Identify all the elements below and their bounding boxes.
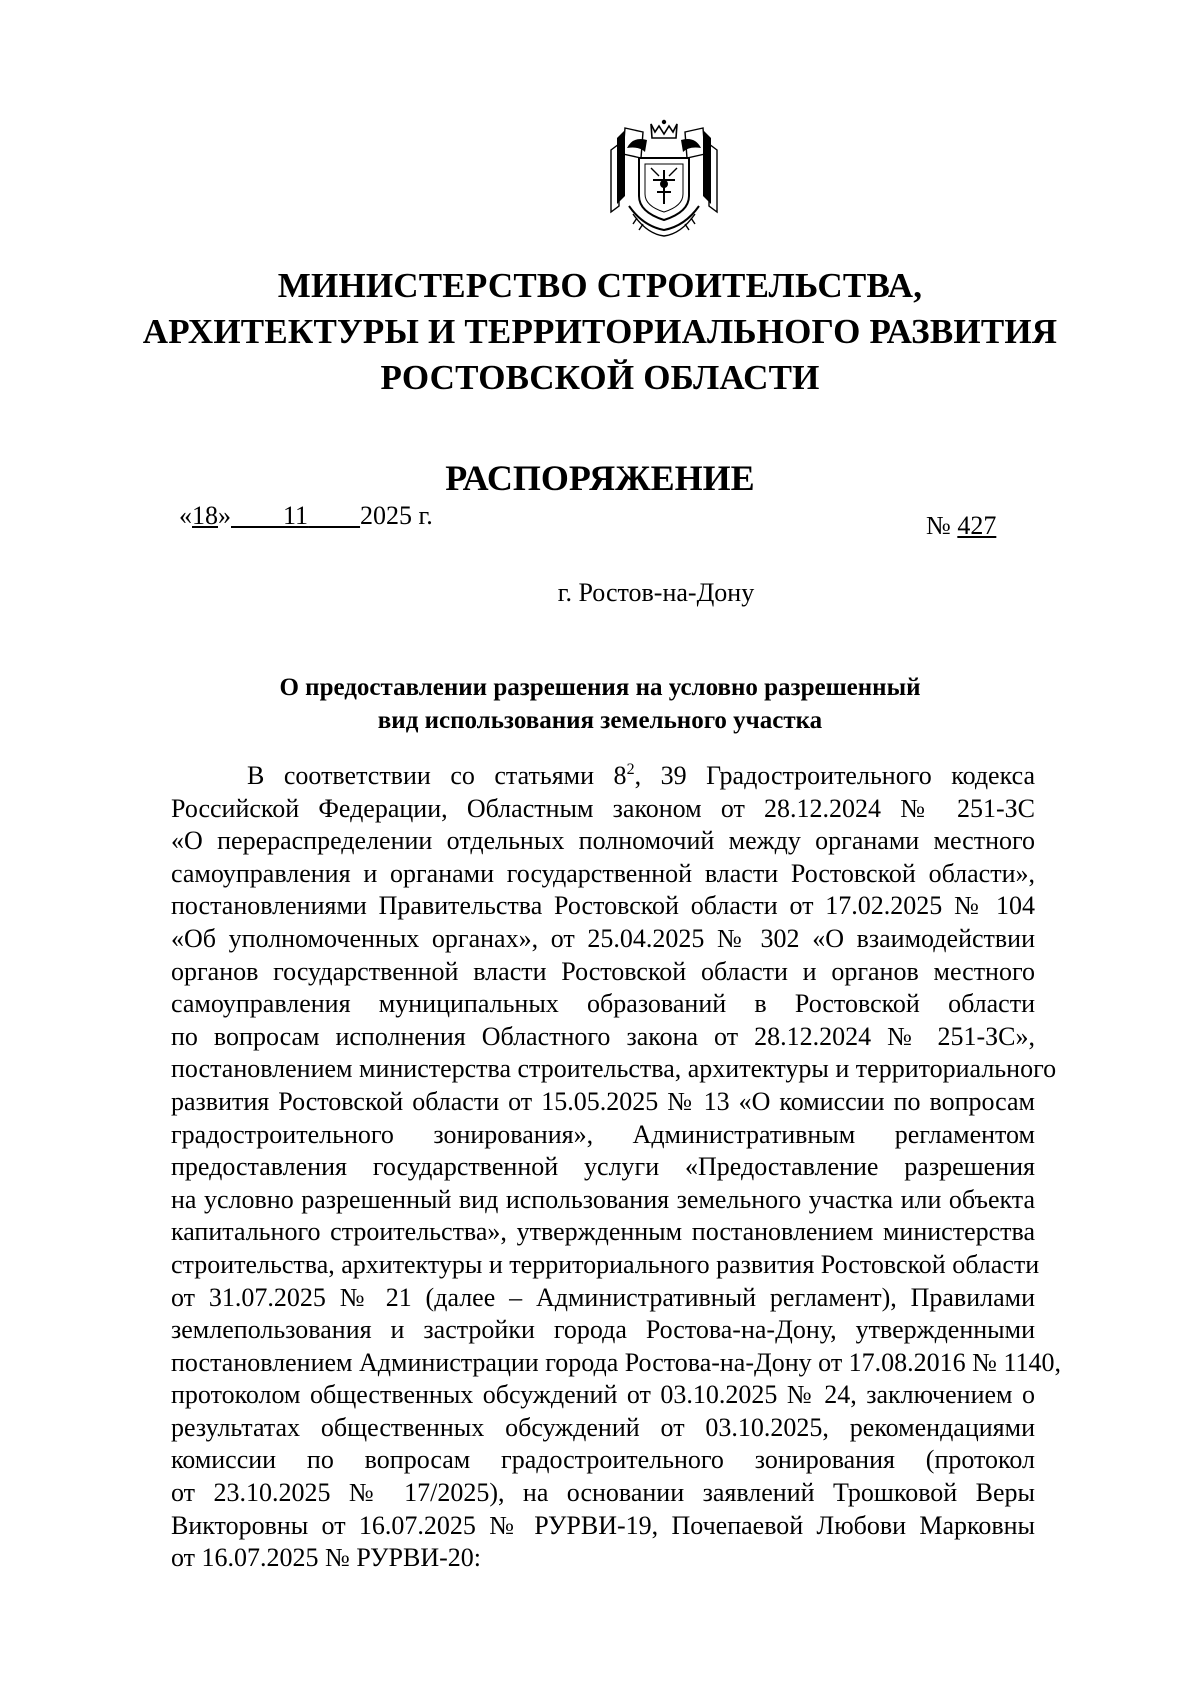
body-line: органов государственной власти Ростовской области и органов местного xyxy=(171,956,1035,986)
document-number xyxy=(926,510,996,542)
body-line: комиссии по вопросам градостроительного зонирования (протокол xyxy=(171,1445,1035,1475)
body-line: предоставления государственной услуги «Предоставление разрешения xyxy=(171,1152,1035,1182)
document-date xyxy=(179,500,433,532)
document-subject xyxy=(180,671,1020,737)
body-line: самоуправления и органами государственной власти Ростовской области», xyxy=(171,858,1035,888)
body-line-1-suffix: , 39 Градостроительного кодекса xyxy=(634,761,1035,790)
date-month-field xyxy=(231,501,360,530)
date-month: 11 xyxy=(283,501,309,530)
body-line: капитального строительства», утвержденным постановлением министерства xyxy=(171,1217,1035,1247)
date-open-quote: « xyxy=(179,501,192,530)
date-close-quote: » xyxy=(218,501,231,530)
body-line: развития Ростовской области от 15.05.2025 № 13 «О комиссии по вопросам xyxy=(171,1086,1035,1116)
body-line: строительства, архитектуры и территориального развития Ростовской области xyxy=(171,1249,1040,1279)
body-line xyxy=(171,760,1035,793)
city-line xyxy=(100,577,1100,609)
body-line: от 16.07.2025 № РУРВИ-20: xyxy=(171,1543,482,1573)
ministry-line: РОСТОВСКОЙ ОБЛАСТИ xyxy=(380,358,820,397)
ministry-line: МИНИСТЕРСТВО СТРОИТЕЛЬСТВА, xyxy=(277,266,923,305)
body-line-1-superscript: 2 xyxy=(626,761,635,778)
body-line: Викторовны от 16.07.2025 № РУРВИ-19, Почепаевой Любови Марковны xyxy=(171,1510,1035,1540)
body-line: от 23.10.2025 № 17/2025), на основании заявлений Трошковой Веры xyxy=(171,1478,1035,1508)
body-line: постановлением Администрации города Ростова-на-Дону от 17.08.2016 № 1140, xyxy=(171,1347,1062,1377)
subject-line: вид использования земельного участка xyxy=(377,707,823,734)
body-line: протоколом общественных обсуждений от 03.10.2025 № 24, заключением о xyxy=(171,1380,1035,1410)
number-value: 427 xyxy=(957,511,997,540)
body-paragraph xyxy=(171,760,1062,1575)
body-line: землепользования и застройки города Ростова-на-Дону, утвержденными xyxy=(171,1315,1035,1345)
city-name: г. Ростов-на-Дону xyxy=(557,578,755,607)
body-line: результатах общественных обсуждений от 03.10.2025, рекомендациями xyxy=(171,1412,1035,1442)
date-day: 18 xyxy=(192,501,218,530)
body-line: самоуправления муниципальных образований в Ростовской области xyxy=(171,989,1035,1019)
document-type: РАСПОРЯЖЕНИЕ xyxy=(445,458,755,498)
body-line: «Об уполномоченных органах», от 25.04.2025 № 302 «О взаимодействии xyxy=(171,923,1035,953)
ministry-name xyxy=(100,263,1100,401)
body-line: на условно разрешенный вид использования земельного участка или объекта xyxy=(171,1184,1035,1214)
body-line: постановлением министерства строительства, архитектуры и территориального xyxy=(171,1054,1057,1084)
body-line-1-prefix: В соответствии со статьями 8 xyxy=(247,761,627,790)
date-year: 2025 г. xyxy=(360,501,433,530)
body-line: от 31.07.2025 № 21 (далее – Административный регламент), Правилами xyxy=(171,1282,1035,1312)
rostov-oblast-coat-of-arms-icon xyxy=(603,118,725,238)
body-line: Российской Федерации, Областным законом от 28.12.2024 № 251-ЗС xyxy=(171,793,1035,823)
subject-line: О предоставлении разрешения на условно разрешенный xyxy=(279,674,921,701)
number-prefix: № xyxy=(926,511,951,540)
body-line: по вопросам исполнения Областного закона от 28.12.2024 № 251-ЗС», xyxy=(171,1021,1035,1051)
body-line: «О перераспределении отдельных полномочий между органами местного xyxy=(171,826,1035,856)
ministry-line: АРХИТЕКТУРЫ И ТЕРРИТОРИАЛЬНОГО РАЗВИТИЯ xyxy=(142,312,1058,351)
body-line: постановлениями Правительства Ростовской области от 17.02.2025 № 104 xyxy=(171,891,1035,921)
body-line: градостроительного зонирования», Административным регламентом xyxy=(171,1119,1035,1149)
